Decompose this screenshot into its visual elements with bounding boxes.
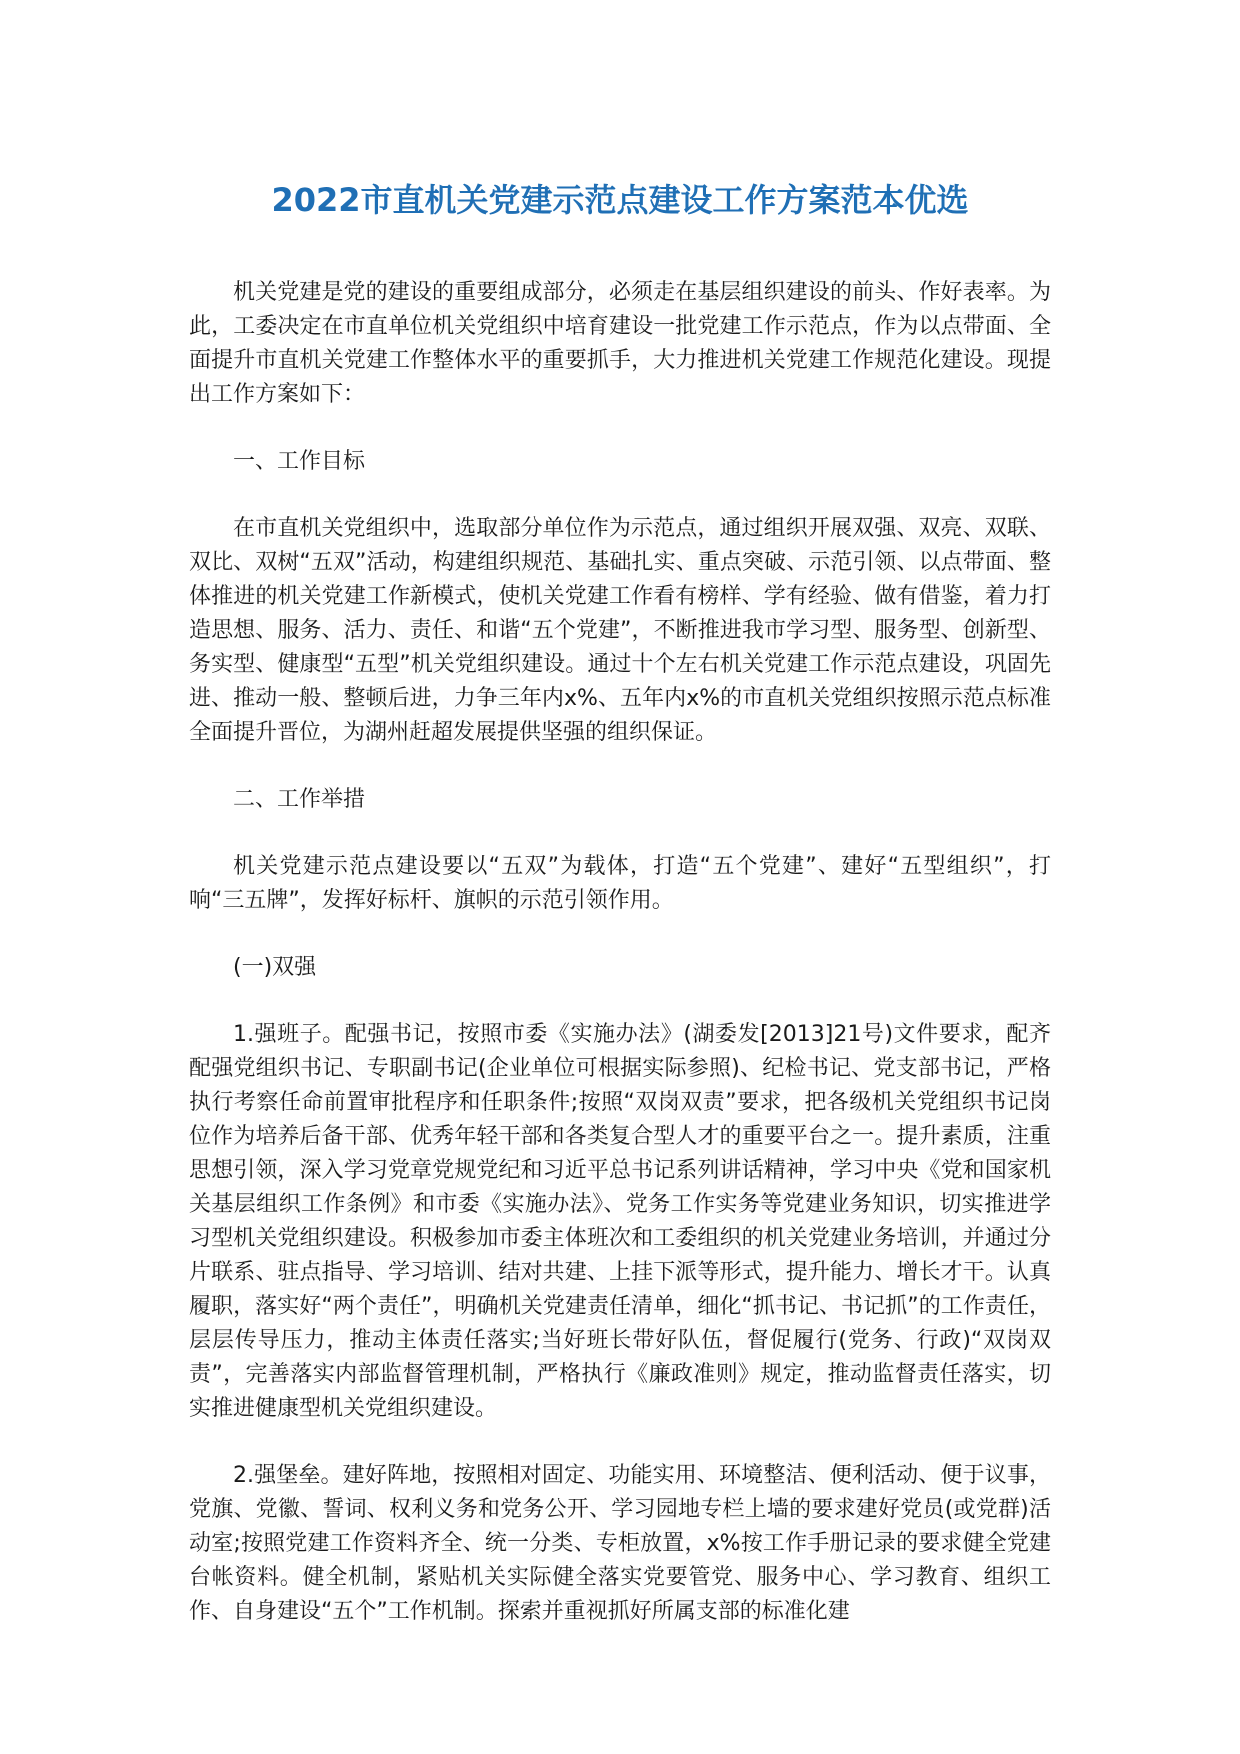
paragraph-strong-fortress: 2.强堡垒。建好阵地，按照相对固定、功能实用、环境整洁、便利活动、便于议事，党旗、党徽、誓词、权利义务和党务公开、学习园地专栏上墙的要求建好党员(或党群)活动室;按照党建工作资料齐全、统一分类、专柜放置，x%按工作手册记录的要求健全党建台帐资料。健全机制，紧贴机关实际健全落实党要管党、服务中心、学习教育、组织工作、自身建设“五个”工作机制。探索并重视抓好所属支部的标准化建: [189, 1463, 1051, 1624]
section-heading-measures: 二、工作举措: [233, 787, 366, 812]
paragraph-goals: 在市直机关党组织中，选取部分单位作为示范点，通过组织开展双强、双亮、双联、双比、双树“五双”活动，构建组织规范、基础扎实、重点突破、示范引领、以点带面、整体推进的机关党建工作新模式，使机关党建工作看有榜样、学有经验、做有借鉴，着力打造思想、服务、活力、责任、和谐“五个党建”，不断推进我市学习型、服务型、创新型、务实型、健康型“五型”机关党组织建设。通过十个左右机关党建工作示范点建设，巩固先进、推动一般、整顿后进，力争三年内x%、五年内x%的市直机关党组织按照示范点标准全面提升晋位，为湖州赶超发展提供坚强的组织保证。: [189, 516, 1051, 745]
paragraph-measures: 机关党建示范点建设要以“五双”为载体，打造“五个党建”、建好“五型组织”，打响“三五牌”，发挥好标杆、旗帜的示范引领作用。: [189, 854, 1051, 913]
subsection-heading-double-strong: (一)双强: [233, 955, 317, 980]
paragraph-strong-team: 1.强班子。配强书记，按照市委《实施办法》(湖委发[2013]21号)文件要求，配齐配强党组织书记、专职副书记(企业单位可根据实际参照)、纪检书记、党支部书记，严格执行考察任命前置审批程序和任职条件;按照“双岗双责”要求，把各级机关党组织书记岗位作为培养后备干部、优秀年轻干部和各类复合型人才的重要平台之一。提升素质，注重思想引领，深入学习党章党规党纪和习近平总书记系列讲话精神，学习中央《党和国家机关基层组织工作条例》和市委《实施办法》、党务工作实务等党建业务知识，切实推进学习型机关党组织建设。积极参加市委主体班次和工委组织的机关党建业务培训，并通过分片联系、驻点指导、学习培训、结对共建、上挂下派等形式，提升能力、增长才干。认真履职，落实好“两个责任”，明确机关党建责任清单，细化“抓书记、书记抓”的工作责任，层层传导压力，推动主体责任落实;当好班长带好队伍，督促履行(党务、行政)“双岗双责”，完善落实内部监督管理机制，严格执行《廉政准则》规定，推动监督责任落实，切实推进健康型机关党组织建设。: [189, 1022, 1051, 1421]
document-title: 2022市直机关党建示范点建设工作方案范本优选: [271, 181, 969, 219]
paragraph-intro: 机关党建是党的建设的重要组成部分，必须走在基层组织建设的前头、作好表率。为此，工委决定在市直单位机关党组织中培育建设一批党建工作示范点，作为以点带面、全面提升市直机关党建工作整体水平的重要抓手，大力推进机关党建工作规范化建设。现提出工作方案如下：: [189, 280, 1051, 407]
document-body: [189, 276, 1051, 1629]
section-heading-goals: 一、工作目标: [233, 449, 366, 474]
